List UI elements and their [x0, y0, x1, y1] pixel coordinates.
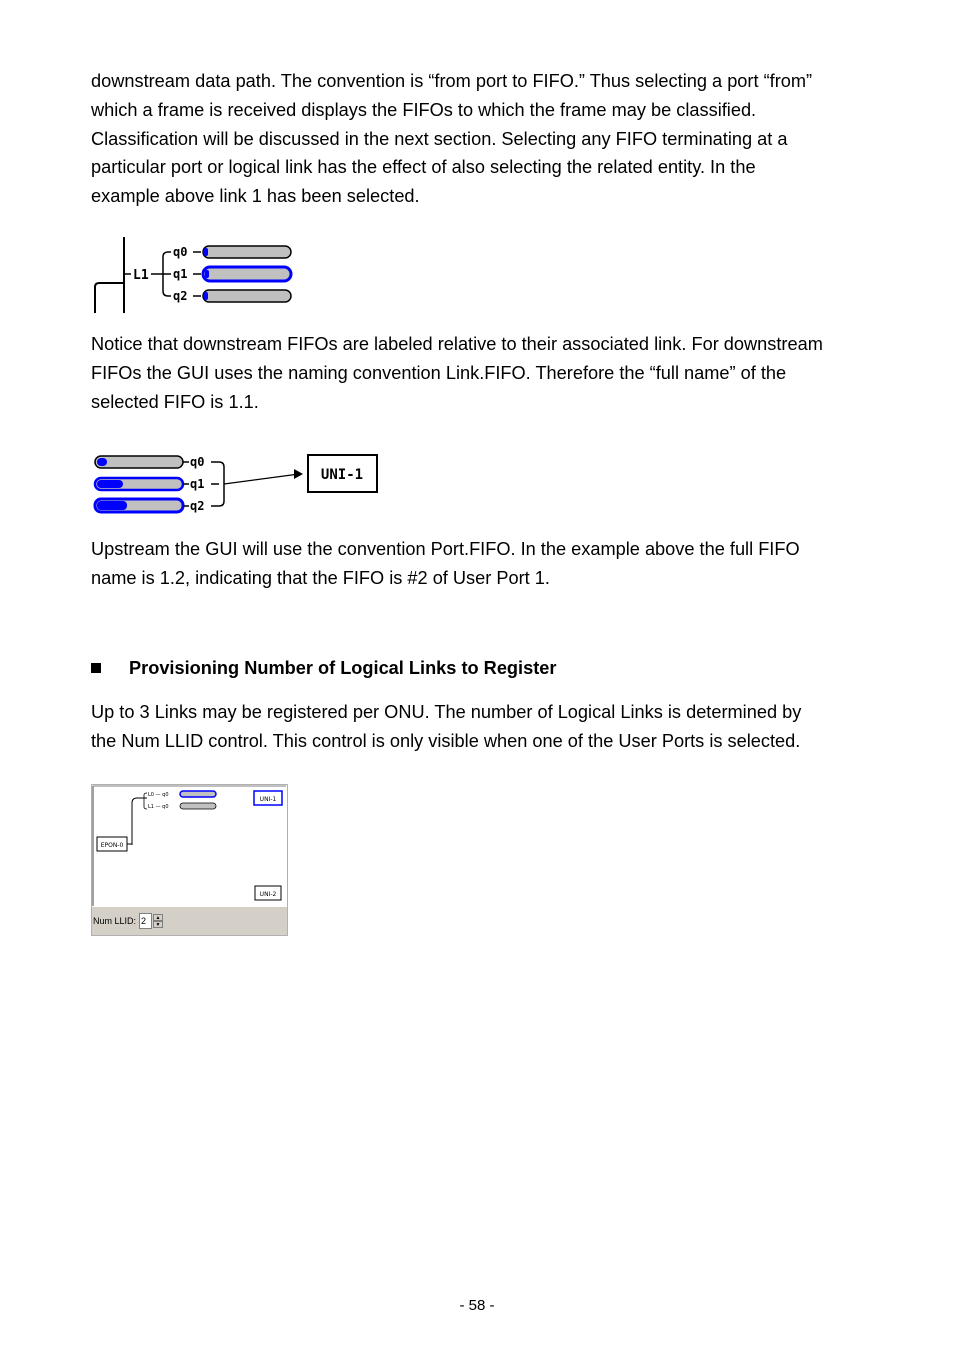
num-llid-input[interactable]: 2 [139, 913, 152, 929]
num-llid-label: Num LLID: [93, 916, 137, 926]
fifo-bar-q1-selected[interactable] [203, 267, 291, 281]
figure-link1-fifos [91, 235, 301, 315]
text-line: downstream data path. The convention is “from port to FIFO.” Thus selecting a port “from” [91, 71, 813, 91]
text-line: Upstream the GUI will use the convention Port.FIFO. In the example above the full FIFO [91, 539, 800, 559]
topology-canvas [92, 785, 287, 907]
section-heading [91, 656, 556, 680]
num-llid-bar [92, 907, 287, 935]
queue-label-q0: q0 [173, 245, 188, 259]
fifo-bar-q0[interactable] [203, 246, 291, 258]
text-line: Up to 3 Links may be registered per ONU. The number of Logical Links is determined by [91, 702, 802, 722]
figure-upstream-fifos [91, 450, 386, 515]
uni1-port-label: UNI-1 [320, 467, 364, 483]
text-line: Notice that downstream FIFOs are labeled relative to their associated link. For downstream [91, 334, 823, 354]
text-line: particular port or logical link has the effect of also selecting the related entity. In the [91, 157, 756, 178]
link-label-l0: L0 — q0 [148, 792, 169, 798]
fifo-bar-l1[interactable] [180, 803, 216, 809]
paragraph-num-llid [91, 698, 881, 756]
section-heading-text: Provisioning Number of Logical Links to Register [129, 658, 557, 678]
gui-topology-panel [91, 784, 288, 936]
link-label: L1 [133, 268, 149, 283]
paragraph-downstream-path [91, 67, 881, 211]
link-label-l1: L1 — q0 [148, 804, 169, 810]
text-line: the Num LLID control. This control is only visible when one of the User Ports is selected. [91, 730, 801, 751]
spin-down-icon[interactable]: ▼ [153, 921, 163, 928]
text-line: example above link 1 has been selected. [91, 186, 420, 207]
text-line: selected FIFO is 1.1. [91, 391, 259, 412]
uni2-port-label: UNI-2 [259, 891, 277, 898]
epon-port-label: EPON-0 [100, 842, 124, 849]
paragraph-downstream-naming [91, 330, 881, 416]
text-line: Classification will be discussed in the next section. Selecting any FIFO terminating at a [91, 128, 788, 149]
fifo-bar-q2[interactable] [203, 290, 291, 302]
paragraph-upstream-naming [91, 535, 881, 593]
queue-label-q2: q2 [190, 499, 205, 513]
num-llid-spinner[interactable] [153, 914, 163, 928]
uni1-port-label: UNI-1 [259, 796, 277, 803]
queue-label-q2: q2 [173, 289, 188, 303]
queue-label-q1: q1 [190, 477, 205, 491]
fifo-bar-q0[interactable] [95, 456, 183, 468]
queue-label-q1: q1 [173, 267, 188, 281]
text-line: FIFOs the GUI uses the naming convention Link.FIFO. Therefore the “full name” of the [91, 362, 787, 383]
page-number: - 58 - [459, 1297, 495, 1314]
square-bullet-icon [91, 663, 101, 673]
text-line: name is 1.2, indicating that the FIFO is #2 of User Port 1. [91, 567, 550, 588]
fifo-bar-l0-selected[interactable] [180, 791, 216, 797]
text-line: which a frame is received displays the FIFOs to which the frame may be classified. [91, 99, 757, 120]
queue-label-q0: q0 [190, 455, 205, 469]
spin-up-icon[interactable]: ▲ [153, 914, 163, 921]
